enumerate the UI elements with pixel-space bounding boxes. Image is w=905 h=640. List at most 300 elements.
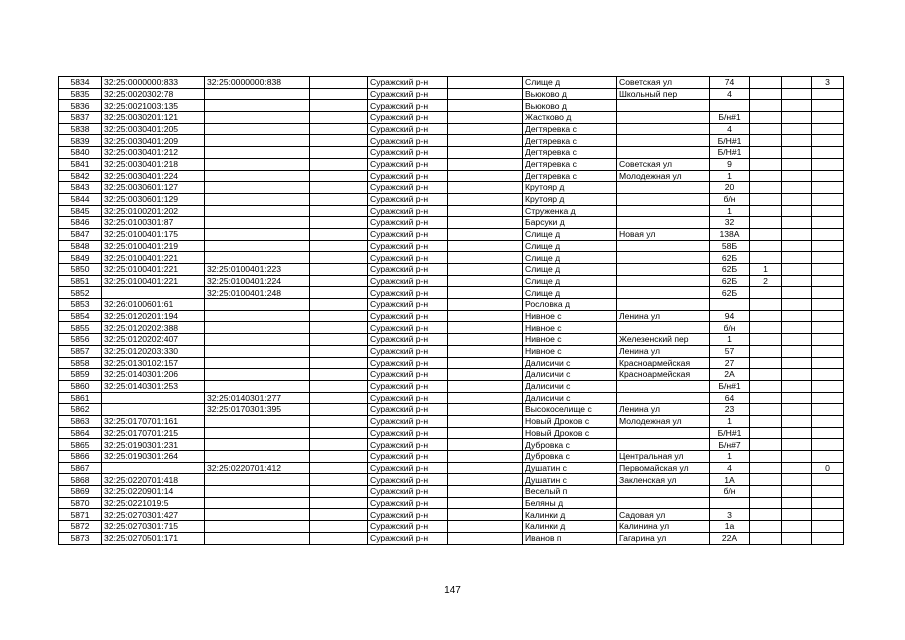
table-cell-street: Советская ул	[617, 77, 710, 89]
table-cell-blank2	[448, 509, 523, 521]
table-cell-cad2	[205, 357, 310, 369]
table-cell-extra1	[750, 147, 782, 159]
table-cell-district: Суражский р-н	[368, 509, 448, 521]
table-cell-cad2	[205, 380, 310, 392]
table-cell-extra3	[812, 217, 844, 229]
table-cell-extra3	[812, 439, 844, 451]
table-cell-num: 5849	[59, 252, 102, 264]
table-row	[59, 228, 844, 240]
table-cell-locality: Дубровка с	[523, 439, 617, 451]
table-cell-cad2	[205, 112, 310, 124]
table-cell-house: Б/н#7	[710, 439, 750, 451]
page-number: 147	[444, 585, 461, 596]
table-cell-locality: Иванов п	[523, 532, 617, 544]
table-cell-cad2	[205, 299, 310, 311]
table-cell-extra3	[812, 451, 844, 463]
table-cell-blank1	[310, 404, 368, 416]
table-cell-extra3	[812, 264, 844, 276]
table-row	[59, 240, 844, 252]
table-cell-extra1	[750, 77, 782, 89]
table-cell-district: Суражский р-н	[368, 310, 448, 322]
table-row	[59, 77, 844, 89]
table-cell-street	[617, 217, 710, 229]
table-cell-extra1	[750, 392, 782, 404]
table-cell-extra1	[750, 170, 782, 182]
table-row	[59, 462, 844, 474]
table-cell-house: 4	[710, 123, 750, 135]
table-cell-extra3	[812, 228, 844, 240]
table-cell-locality: Барсуки д	[523, 217, 617, 229]
table-cell-cad1: 32:25:0030401:218	[102, 158, 205, 170]
table-cell-cad1: 32:25:0220901:14	[102, 486, 205, 498]
table-cell-street: Молодежная ул	[617, 170, 710, 182]
table-cell-num: 5834	[59, 77, 102, 89]
table-cell-locality: Нивное с	[523, 334, 617, 346]
table-cell-blank2	[448, 486, 523, 498]
table-cell-blank2	[448, 439, 523, 451]
table-row	[59, 135, 844, 147]
table-cell-locality: Слище д	[523, 77, 617, 89]
table-cell-extra2	[782, 521, 812, 533]
table-cell-blank1	[310, 345, 368, 357]
table-cell-locality: Душатин с	[523, 474, 617, 486]
table-cell-blank2	[448, 462, 523, 474]
table-cell-locality: Дегтяревка с	[523, 158, 617, 170]
table-cell-house: 138А	[710, 228, 750, 240]
table-cell-blank2	[448, 357, 523, 369]
table-cell-cad1: 32:25:0021003:135	[102, 100, 205, 112]
table-cell-extra3	[812, 497, 844, 509]
table-cell-cad1: 32:25:0270301:715	[102, 521, 205, 533]
table-cell-extra3	[812, 205, 844, 217]
table-cell-district: Суражский р-н	[368, 451, 448, 463]
table-cell-extra1	[750, 334, 782, 346]
table-cell-extra1	[750, 252, 782, 264]
table-cell-cad1: 32:25:0030401:224	[102, 170, 205, 182]
table-cell-cad1: 32:25:0270301:427	[102, 509, 205, 521]
table-cell-house	[710, 299, 750, 311]
table-cell-blank2	[448, 77, 523, 89]
table-cell-locality: Далисичи с	[523, 380, 617, 392]
table-cell-district: Суражский р-н	[368, 88, 448, 100]
table-cell-house: 1А	[710, 474, 750, 486]
table-cell-extra1	[750, 205, 782, 217]
table-cell-blank2	[448, 334, 523, 346]
table-cell-house: 1	[710, 334, 750, 346]
table-cell-num: 5859	[59, 369, 102, 381]
table-cell-house: 94	[710, 310, 750, 322]
table-cell-extra1	[750, 532, 782, 544]
table-row	[59, 158, 844, 170]
table-cell-locality: Новый Дроков с	[523, 427, 617, 439]
table-cell-cad1: 32:25:0020302:78	[102, 88, 205, 100]
table-cell-blank1	[310, 147, 368, 159]
table-cell-cad2	[205, 439, 310, 451]
table-cell-extra3	[812, 404, 844, 416]
table-cell-house: 1а	[710, 521, 750, 533]
table-cell-cad1: 32:25:0120202:388	[102, 322, 205, 334]
table-cell-extra2	[782, 193, 812, 205]
table-cell-extra2	[782, 357, 812, 369]
table-cell-extra2	[782, 135, 812, 147]
table-cell-district: Суражский р-н	[368, 205, 448, 217]
table-cell-district: Суражский р-н	[368, 287, 448, 299]
table-cell-house: 62Б	[710, 264, 750, 276]
table-cell-num: 5853	[59, 299, 102, 311]
table-cell-cad1: 32:25:0130102:157	[102, 357, 205, 369]
table-cell-house: 62Б	[710, 252, 750, 264]
table-cell-street	[617, 240, 710, 252]
table-cell-extra1	[750, 322, 782, 334]
table-cell-num: 5857	[59, 345, 102, 357]
table-cell-locality: Нивное с	[523, 345, 617, 357]
table-cell-blank1	[310, 88, 368, 100]
table-cell-cad2	[205, 123, 310, 135]
table-cell-street: Ленина ул	[617, 310, 710, 322]
table-cell-house: б/н	[710, 486, 750, 498]
table-cell-extra3	[812, 147, 844, 159]
table-cell-blank1	[310, 462, 368, 474]
table-cell-cad2: 32:25:0000000:838	[205, 77, 310, 89]
table-cell-district: Суражский р-н	[368, 322, 448, 334]
table-cell-extra3	[812, 474, 844, 486]
table-cell-cad1: 32:25:0030601:129	[102, 193, 205, 205]
table-cell-cad1: 32:25:0100201:202	[102, 205, 205, 217]
table-cell-extra1	[750, 299, 782, 311]
table-row	[59, 287, 844, 299]
table-cell-extra3	[812, 486, 844, 498]
table-cell-extra1	[750, 100, 782, 112]
table-cell-extra2	[782, 310, 812, 322]
table-cell-blank2	[448, 474, 523, 486]
table-cell-street	[617, 112, 710, 124]
table-cell-num: 5837	[59, 112, 102, 124]
table-cell-num: 5862	[59, 404, 102, 416]
table-cell-street	[617, 427, 710, 439]
table-row	[59, 252, 844, 264]
table-cell-blank2	[448, 147, 523, 159]
table-cell-district: Суражский р-н	[368, 112, 448, 124]
table-cell-extra3: 3	[812, 77, 844, 89]
table-cell-extra2	[782, 439, 812, 451]
table-cell-cad1: 32:25:0120201:194	[102, 310, 205, 322]
table-cell-district: Суражский р-н	[368, 264, 448, 276]
table-cell-extra3	[812, 123, 844, 135]
table-cell-blank2	[448, 287, 523, 299]
table-cell-district: Суражский р-н	[368, 380, 448, 392]
table-cell-cad2	[205, 135, 310, 147]
table-cell-district: Суражский р-н	[368, 497, 448, 509]
table-cell-cad2	[205, 240, 310, 252]
table-cell-street: Ленина ул	[617, 404, 710, 416]
table-cell-extra2	[782, 112, 812, 124]
table-cell-cad2	[205, 521, 310, 533]
table-cell-num: 5850	[59, 264, 102, 276]
table-cell-house: 4	[710, 88, 750, 100]
table-cell-blank2	[448, 264, 523, 276]
table-cell-extra3	[812, 427, 844, 439]
table-cell-locality: Слище д	[523, 240, 617, 252]
table-cell-blank1	[310, 170, 368, 182]
table-row	[59, 345, 844, 357]
table-cell-blank1	[310, 228, 368, 240]
table-row	[59, 100, 844, 112]
table-cell-cad2	[205, 88, 310, 100]
table-cell-num: 5840	[59, 147, 102, 159]
table-cell-street	[617, 439, 710, 451]
table-cell-cad2	[205, 100, 310, 112]
table-cell-extra3: 0	[812, 462, 844, 474]
table-cell-house: 1	[710, 170, 750, 182]
table-cell-blank2	[448, 252, 523, 264]
table-cell-street	[617, 252, 710, 264]
table-cell-extra3	[812, 369, 844, 381]
table-cell-district: Суражский р-н	[368, 334, 448, 346]
table-cell-extra2	[782, 369, 812, 381]
table-cell-locality: Дегтяревка с	[523, 135, 617, 147]
table-row	[59, 427, 844, 439]
table-cell-blank1	[310, 77, 368, 89]
table-cell-extra1	[750, 182, 782, 194]
table-cell-locality: Далисичи с	[523, 392, 617, 404]
table-cell-cad2	[205, 497, 310, 509]
table-cell-blank1	[310, 299, 368, 311]
table-cell-blank2	[448, 135, 523, 147]
table-cell-cad2	[205, 322, 310, 334]
table-cell-blank1	[310, 427, 368, 439]
table-cell-blank2	[448, 170, 523, 182]
table-cell-blank1	[310, 217, 368, 229]
table-cell-blank2	[448, 123, 523, 135]
table-cell-locality: Крутояр д	[523, 182, 617, 194]
table-cell-blank1	[310, 264, 368, 276]
table-cell-extra2	[782, 228, 812, 240]
table-cell-house: 22А	[710, 532, 750, 544]
table-cell-extra2	[782, 486, 812, 498]
table-cell-house: 23	[710, 404, 750, 416]
table-cell-extra3	[812, 240, 844, 252]
table-cell-blank1	[310, 123, 368, 135]
table-cell-extra2	[782, 287, 812, 299]
table-cell-district: Суражский р-н	[368, 240, 448, 252]
table-cell-num: 5865	[59, 439, 102, 451]
table-cell-locality: Дегтяревка с	[523, 170, 617, 182]
table-row	[59, 299, 844, 311]
table-cell-num: 5842	[59, 170, 102, 182]
table-cell-street: Школьный пер	[617, 88, 710, 100]
table-row	[59, 88, 844, 100]
table-cell-district: Суражский р-н	[368, 369, 448, 381]
table-cell-blank1	[310, 112, 368, 124]
table-cell-num: 5841	[59, 158, 102, 170]
table-cell-extra3	[812, 357, 844, 369]
table-cell-street	[617, 135, 710, 147]
table-cell-district: Суражский р-н	[368, 357, 448, 369]
table-cell-extra1	[750, 521, 782, 533]
table-row	[59, 392, 844, 404]
table-cell-extra2	[782, 532, 812, 544]
table-cell-num: 5846	[59, 217, 102, 229]
table-cell-blank1	[310, 497, 368, 509]
table-cell-street: Первомайская ул	[617, 462, 710, 474]
table-row	[59, 486, 844, 498]
table-cell-house: 3	[710, 509, 750, 521]
table-cell-house	[710, 497, 750, 509]
table-row	[59, 112, 844, 124]
table-cell-street	[617, 264, 710, 276]
table-cell-cad2: 32:25:0170301:395	[205, 404, 310, 416]
table-cell-cad2	[205, 182, 310, 194]
table-cell-locality: Рословка д	[523, 299, 617, 311]
table-cell-extra2	[782, 380, 812, 392]
table-cell-district: Суражский р-н	[368, 427, 448, 439]
table-cell-house: 58Б	[710, 240, 750, 252]
table-cell-district: Суражский р-н	[368, 123, 448, 135]
table-cell-cad1: 32:25:0030401:212	[102, 147, 205, 159]
table-cell-num: 5838	[59, 123, 102, 135]
table-cell-street: Гагарина ул	[617, 532, 710, 544]
table-cell-cad2	[205, 228, 310, 240]
table-cell-extra1	[750, 158, 782, 170]
table-cell-cad2	[205, 205, 310, 217]
table-cell-district: Суражский р-н	[368, 521, 448, 533]
table-cell-num: 5843	[59, 182, 102, 194]
table-cell-street	[617, 123, 710, 135]
table-cell-blank1	[310, 205, 368, 217]
table-cell-blank2	[448, 217, 523, 229]
table-cell-num: 5872	[59, 521, 102, 533]
table-cell-blank1	[310, 486, 368, 498]
table-cell-district: Суражский р-н	[368, 392, 448, 404]
table-cell-locality: Беляны д	[523, 497, 617, 509]
table-cell-extra3	[812, 521, 844, 533]
table-cell-cad1	[102, 287, 205, 299]
table-cell-extra2	[782, 509, 812, 521]
table-cell-num: 5869	[59, 486, 102, 498]
table-cell-extra3	[812, 252, 844, 264]
table-cell-cad1: 32:25:0170701:161	[102, 415, 205, 427]
table-cell-cad2	[205, 310, 310, 322]
table-cell-blank2	[448, 415, 523, 427]
table-cell-extra1	[750, 451, 782, 463]
table-row	[59, 182, 844, 194]
table-cell-street: Новая ул	[617, 228, 710, 240]
table-cell-blank1	[310, 240, 368, 252]
table-cell-cad2	[205, 509, 310, 521]
table-cell-cad2: 32:25:0100401:248	[205, 287, 310, 299]
table-cell-cad1: 32:25:0100401:221	[102, 275, 205, 287]
table-cell-blank1	[310, 451, 368, 463]
table-cell-extra3	[812, 310, 844, 322]
table-row	[59, 275, 844, 287]
table-cell-locality: Жастково д	[523, 112, 617, 124]
table-cell-extra2	[782, 474, 812, 486]
table-row	[59, 509, 844, 521]
table-cell-cad2	[205, 415, 310, 427]
table-cell-street: Красноармейская	[617, 357, 710, 369]
table-cell-extra2	[782, 252, 812, 264]
table-cell-street	[617, 497, 710, 509]
table-cell-district: Суражский р-н	[368, 100, 448, 112]
table-cell-district: Суражский р-н	[368, 135, 448, 147]
table-cell-blank1	[310, 193, 368, 205]
table-cell-num: 5856	[59, 334, 102, 346]
table-cell-locality: Слище д	[523, 287, 617, 299]
table-row	[59, 322, 844, 334]
table-row	[59, 521, 844, 533]
table-cell-blank1	[310, 380, 368, 392]
table-row	[59, 380, 844, 392]
table-cell-extra3	[812, 182, 844, 194]
table-body	[59, 77, 844, 545]
table-cell-locality: Далисичи с	[523, 369, 617, 381]
table-cell-extra3	[812, 100, 844, 112]
table-cell-extra1	[750, 228, 782, 240]
table-cell-num: 5835	[59, 88, 102, 100]
table-cell-district: Суражский р-н	[368, 486, 448, 498]
table-cell-extra1	[750, 486, 782, 498]
table-cell-blank2	[448, 497, 523, 509]
table-cell-extra1: 1	[750, 264, 782, 276]
table-cell-house: 64	[710, 392, 750, 404]
table-cell-house: 27	[710, 357, 750, 369]
table-cell-house: Б/Н#1	[710, 427, 750, 439]
table-cell-house: б/н	[710, 193, 750, 205]
table-cell-blank2	[448, 345, 523, 357]
table-cell-street	[617, 380, 710, 392]
table-cell-locality: Калинки д	[523, 509, 617, 521]
table-cell-blank1	[310, 287, 368, 299]
table-cell-blank2	[448, 193, 523, 205]
table-cell-district: Суражский р-н	[368, 415, 448, 427]
table-cell-district: Суражский р-н	[368, 299, 448, 311]
table-row	[59, 369, 844, 381]
table-cell-cad2: 32:25:0220701:412	[205, 462, 310, 474]
table-row	[59, 310, 844, 322]
table-cell-house: Б/н#1	[710, 112, 750, 124]
table-cell-locality: Нивное с	[523, 310, 617, 322]
table-cell-cad1: 32:26:0100601:61	[102, 299, 205, 311]
table-cell-num: 5871	[59, 509, 102, 521]
table-cell-house: 32	[710, 217, 750, 229]
table-cell-district: Суражский р-н	[368, 217, 448, 229]
table-cell-extra1	[750, 474, 782, 486]
table-cell-extra2	[782, 240, 812, 252]
table-cell-num: 5867	[59, 462, 102, 474]
table-cell-extra1	[750, 404, 782, 416]
table-cell-cad1: 32:25:0030401:209	[102, 135, 205, 147]
table-cell-extra2	[782, 275, 812, 287]
table-row	[59, 415, 844, 427]
table-cell-street: Красноармейская	[617, 369, 710, 381]
table-cell-extra3	[812, 135, 844, 147]
table-cell-house: 2А	[710, 369, 750, 381]
table-cell-cad2	[205, 193, 310, 205]
table-cell-locality: Вьюково д	[523, 88, 617, 100]
table-cell-district: Суражский р-н	[368, 345, 448, 357]
table-cell-blank2	[448, 112, 523, 124]
table-cell-blank1	[310, 182, 368, 194]
table-cell-locality: Слище д	[523, 275, 617, 287]
table-cell-extra3	[812, 415, 844, 427]
table-cell-extra1: 2	[750, 275, 782, 287]
table-cell-street	[617, 205, 710, 217]
table-row	[59, 170, 844, 182]
table-cell-extra2	[782, 264, 812, 276]
table-cell-cad2	[205, 369, 310, 381]
table-cell-district: Суражский р-н	[368, 193, 448, 205]
table-row	[59, 217, 844, 229]
